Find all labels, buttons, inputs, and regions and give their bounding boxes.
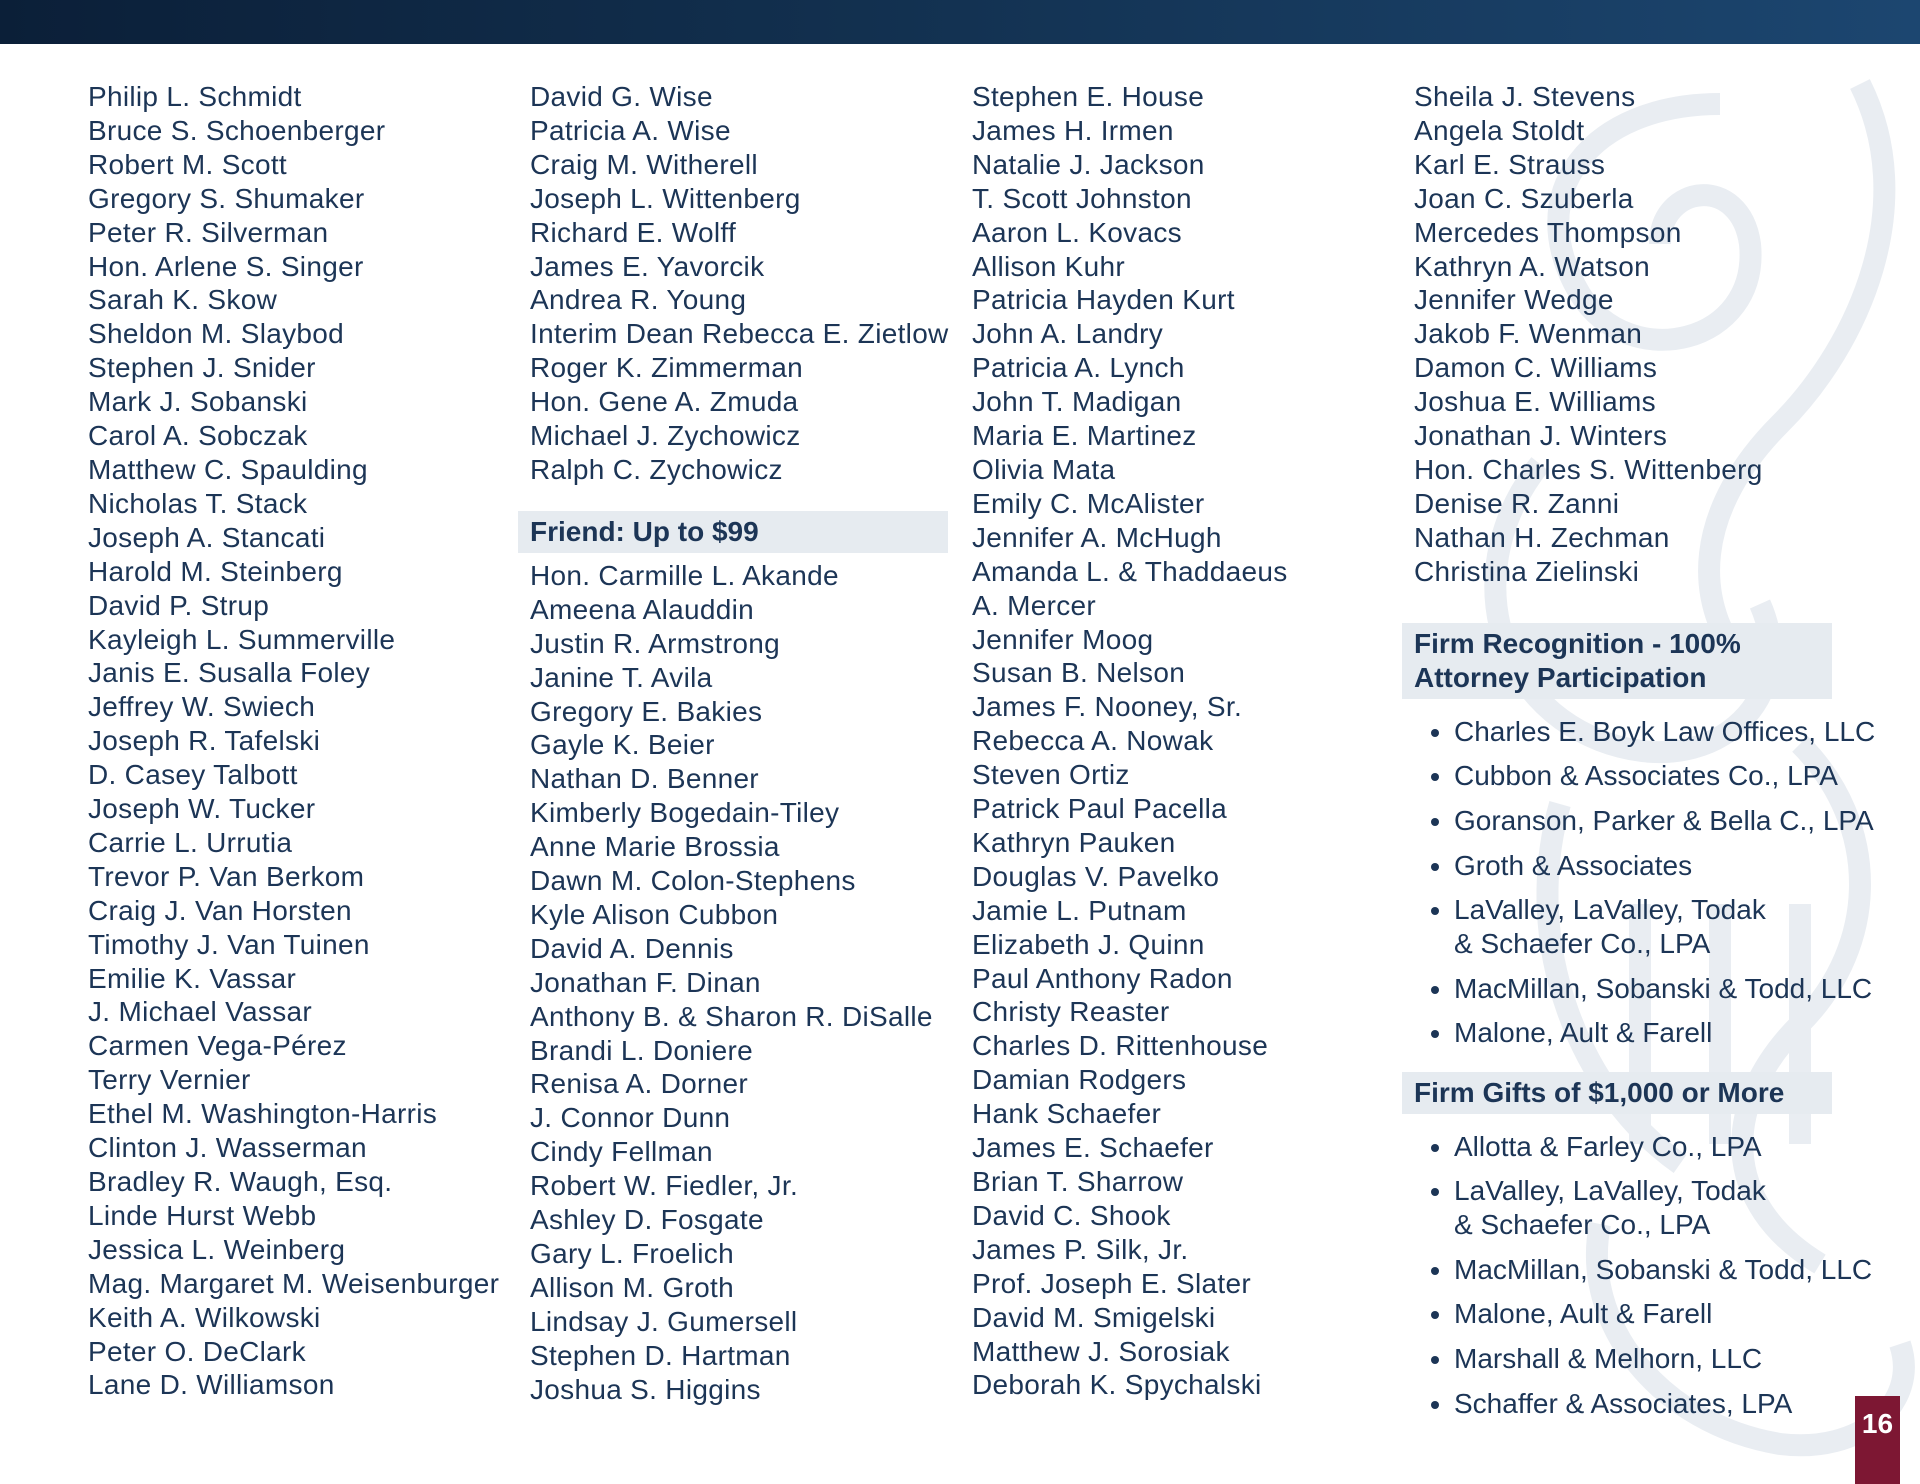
donor-name: Gregory E. Bakies [530, 695, 763, 727]
donor-name: Paul Anthony Radon [972, 962, 1233, 994]
firm-name-line: & Schaefer Co., LPA [1454, 1208, 1711, 1240]
donor-name: Jennifer Wedge [1414, 284, 1614, 316]
donor-name: Jennifer A. McHugh [972, 521, 1222, 553]
donor-name: Sarah K. Skow [88, 284, 278, 316]
donor-name: Terry Vernier [88, 1064, 251, 1096]
firm-name-line: • Goranson, Parker & Bella C., LPA [1454, 804, 1874, 836]
firm-name-line: • Charles E. Boyk Law Offices, LLC [1454, 715, 1876, 747]
firm-name-line: • Malone, Ault & Farell [1454, 1298, 1713, 1330]
donor-name: Maria E. Martinez [972, 420, 1197, 452]
firm-name [1454, 972, 1875, 1006]
donor-name: Gayle K. Beier [530, 729, 715, 761]
donor-name: John T. Madigan [972, 386, 1182, 418]
donor-name: Craig J. Van Horsten [88, 894, 352, 926]
donor-name: Gregory S. Shumaker [88, 182, 365, 214]
donor-name: Justin R. Armstrong [530, 627, 781, 659]
donor-name: Christy Reaster [972, 996, 1170, 1028]
donor-name: Roger K. Zimmerman [530, 352, 804, 384]
donor-name: Janis E. Susalla Foley [88, 657, 371, 689]
donor-name: Cindy Fellman [530, 1136, 713, 1168]
donor-name: David M. Smigelski [972, 1301, 1216, 1333]
donor-name: Rebecca A. Nowak [972, 725, 1214, 757]
donor-name: Carmen Vega-Pérez [88, 1030, 347, 1062]
donor-column-4 [1414, 80, 1875, 1436]
donor-name-list [972, 80, 1288, 1402]
donor-name: Lane D. Williamson [88, 1369, 335, 1401]
firm-gifts-list [1414, 1130, 1875, 1420]
firm-name [1454, 1174, 1875, 1241]
donor-name: Matthew J. Sorosiak [972, 1335, 1230, 1367]
donor-name: Nathan H. Zechman [1414, 521, 1670, 553]
firm-name [1454, 759, 1875, 793]
donor-name: Ashley D. Fosgate [530, 1204, 764, 1236]
firm-gifts-header: Firm Gifts of $1,000 or More [1402, 1072, 1832, 1114]
donor-name: Kimberly Bogedain-Tiley [530, 797, 840, 829]
firm-name-line: • MacMillan, Sobanski & Todd, LLC [1454, 1253, 1873, 1285]
donor-name: Carrie L. Urrutia [88, 826, 293, 858]
donor-name: Harold M. Steinberg [88, 555, 343, 587]
donor-name: Nathan D. Benner [530, 763, 759, 795]
donor-name: Joan C. Szuberla [1414, 182, 1634, 214]
firm-name [1454, 1297, 1875, 1331]
donor-name: Linde Hurst Webb [88, 1199, 317, 1231]
donor-name: Peter O. DeClark [88, 1335, 306, 1367]
donor-name: Hon. Gene A. Zmuda [530, 386, 799, 418]
firm-name [1454, 893, 1875, 960]
donor-name: Mark J. Sobanski [88, 386, 308, 418]
donor-name: David C. Shook [972, 1199, 1171, 1231]
donor-name: Brian T. Sharrow [972, 1166, 1184, 1197]
donor-name: Mag. Margaret M. Weisenburger [88, 1267, 500, 1299]
firm-name-line: • Schaffer & Associates, LPA [1454, 1387, 1793, 1419]
donor-name: Amanda L. & Thaddaeus [972, 555, 1288, 587]
donor-name: Nicholas T. Stack [88, 487, 308, 519]
donor-name-list [88, 80, 499, 1402]
firm-name-line: • Malone, Ault & Farell [1454, 1017, 1713, 1049]
donor-name: J. Michael Vassar [88, 996, 312, 1028]
donor-name: Joshua E. Williams [1414, 386, 1656, 418]
donor-name: Allison Kuhr [972, 250, 1126, 282]
donor-name: Ralph C. Zychowicz [530, 453, 783, 485]
firm-name [1454, 1342, 1875, 1376]
donor-name: Clinton J. Wasserman [88, 1132, 367, 1164]
donor-name: Jeffrey W. Swiech [88, 691, 316, 723]
donor-name: Andrea R. Young [530, 284, 747, 316]
firm-name-line: • MacMillan, Sobanski & Todd, LLC [1454, 972, 1873, 1004]
donor-name: A. Mercer [972, 589, 1097, 621]
firm-recognition-list [1414, 715, 1875, 1050]
donor-name: Ameena Alauddin [530, 593, 755, 625]
donor-name: Christina Zielinski [1414, 555, 1640, 587]
donor-name: Hon. Carmille L. Akande [530, 559, 839, 591]
donor-name: Patrick Paul Pacella [972, 793, 1228, 825]
donor-name: Stephen D. Hartman [530, 1339, 791, 1371]
donor-name: Lindsay J. Gumersell [530, 1305, 798, 1337]
firm-name-line: • LaValley, LaValley, Todak [1454, 894, 1766, 926]
donor-name: James E. Yavorcik [530, 250, 765, 282]
donor-name: Susan B. Nelson [972, 657, 1186, 689]
donor-name: J. Connor Dunn [530, 1102, 731, 1134]
donor-name: Jonathan J. Winters [1414, 420, 1668, 452]
donor-name: Mercedes Thompson [1414, 216, 1682, 248]
donor-name: James F. Nooney, Sr. [972, 691, 1243, 723]
donor-name: James H. Irmen [972, 114, 1174, 146]
donor-name: Deborah K. Spychalski [972, 1369, 1262, 1401]
donor-name: Anthony B. & Sharon R. DiSalle [530, 1000, 933, 1032]
donor-name: Philip L. Schmidt [88, 81, 302, 112]
donor-name: Brandi L. Doniere [530, 1034, 754, 1066]
donor-name: Patricia A. Wise [530, 114, 731, 146]
page-number: 16 [1855, 1396, 1900, 1484]
donor-name: Michael J. Zychowicz [530, 420, 801, 452]
donor-name: Emily C. McAlister [972, 487, 1205, 519]
donor-name: Dawn M. Colon-Stephens [530, 865, 856, 897]
donor-name: Interim Dean Rebecca E. Zietlow [530, 318, 949, 350]
donor-name: Patricia A. Lynch [972, 352, 1185, 384]
donor-name: Douglas V. Pavelko [972, 860, 1220, 892]
donor-name: Joseph R. Tafelski [88, 725, 321, 757]
donor-name: Hank Schaefer [972, 1098, 1162, 1130]
donor-name: Joseph W. Tucker [88, 793, 316, 825]
donor-name: Charles D. Rittenhouse [972, 1030, 1269, 1062]
firm-name [1454, 1253, 1875, 1287]
donor-name: Jessica L. Weinberg [88, 1233, 346, 1265]
firm-recognition-header [1402, 623, 1832, 699]
donor-name: Allison M. Groth [530, 1271, 734, 1303]
donor-column-3 [972, 80, 1288, 1402]
donor-name: David A. Dennis [530, 932, 734, 964]
donor-name: D. Casey Talbott [88, 759, 298, 791]
firm-name-line: & Schaefer Co., LPA [1454, 927, 1711, 959]
firm-name [1454, 715, 1875, 749]
firm-recognition-title-line1: Firm Recognition - 100% [1414, 627, 1741, 659]
donor-name-list [530, 80, 949, 487]
top-banner [0, 0, 1920, 44]
donor-column-2 [530, 80, 949, 1407]
donor-name: Renisa A. Dorner [530, 1068, 749, 1100]
donor-name: Prof. Joseph E. Slater [972, 1267, 1251, 1299]
donor-name-list [1414, 80, 1875, 589]
donor-name: Robert W. Fiedler, Jr. [530, 1170, 799, 1202]
donor-name: Stephen J. Snider [88, 352, 316, 384]
donor-name: Jennifer Moog [972, 623, 1154, 655]
donor-name: Karl E. Strauss [1414, 148, 1606, 180]
firm-name-line: • LaValley, LaValley, Todak [1454, 1175, 1766, 1207]
donor-name: Hon. Arlene S. Singer [88, 250, 364, 282]
donor-name: Emilie K. Vassar [88, 962, 297, 994]
donor-name: Anne Marie Brossia [530, 831, 780, 863]
donor-name: Hon. Charles S. Wittenberg [1414, 453, 1763, 485]
donor-name: Bruce S. Schoenberger [88, 114, 386, 146]
donor-name: Natalie J. Jackson [972, 148, 1205, 180]
friend-name-list [530, 559, 949, 1407]
donor-name: James E. Schaefer [972, 1132, 1214, 1164]
firm-name-line: • Allotta & Farley Co., LPA [1454, 1130, 1762, 1162]
donor-name: Gary L. Froelich [530, 1238, 734, 1269]
donor-name: John A. Landry [972, 318, 1163, 350]
donor-name: Keith A. Wilkowski [88, 1301, 321, 1333]
donor-name: James P. Silk, Jr. [972, 1233, 1189, 1265]
donor-name: Carol A. Sobczak [88, 420, 308, 452]
firm-name-line: • Groth & Associates [1454, 849, 1693, 881]
donor-name: Joseph L. Wittenberg [530, 182, 801, 214]
donor-name: Kathryn Pauken [972, 826, 1176, 858]
donor-name: Robert M. Scott [88, 148, 288, 180]
donor-name: Trevor P. Van Berkom [88, 860, 365, 892]
donor-name: Janine T. Avila [530, 661, 713, 693]
donor-name: Matthew C. Spaulding [88, 453, 368, 485]
donor-name: David P. Strup [88, 589, 270, 621]
donor-name: Kyle Alison Cubbon [530, 898, 779, 930]
donor-name: Patricia Hayden Kurt [972, 284, 1235, 316]
donor-name: Timothy J. Van Tuinen [88, 928, 370, 960]
donor-name: Olivia Mata [972, 453, 1116, 485]
donor-name: Joshua S. Higgins [530, 1373, 761, 1405]
firm-name [1454, 1387, 1875, 1421]
donor-name: Joseph A. Stancati [88, 521, 326, 553]
donor-name: Damian Rodgers [972, 1064, 1187, 1096]
donor-name: Jamie L. Putnam [972, 894, 1187, 926]
donor-name: Ethel M. Washington-Harris [88, 1098, 438, 1130]
friend-section-header: Friend: Up to $99 [518, 511, 948, 553]
donor-name: Jakob F. Wenman [1414, 318, 1643, 350]
donor-name: Aaron L. Kovacs [972, 216, 1182, 248]
donor-name: Stephen E. House [972, 81, 1205, 112]
donor-name: Elizabeth J. Quinn [972, 928, 1205, 960]
donor-name: Bradley R. Waugh, Esq. [88, 1166, 393, 1197]
donor-name: T. Scott Johnston [972, 182, 1192, 214]
firm-name-line: • Cubbon & Associates Co., LPA [1454, 760, 1838, 792]
firm-name [1454, 1130, 1875, 1164]
donor-name: Kayleigh L. Summerville [88, 623, 396, 655]
donor-name: Craig M. Witherell [530, 148, 758, 180]
donor-name: Jonathan F. Dinan [530, 966, 761, 998]
firm-recognition-title-line2: Attorney Participation [1414, 661, 1707, 693]
donor-name: Denise R. Zanni [1414, 487, 1620, 519]
donor-name: Damon C. Williams [1414, 352, 1658, 384]
donor-name: Peter R. Silverman [88, 216, 329, 248]
donor-name: Richard E. Wolff [530, 216, 737, 248]
donor-name: Steven Ortiz [972, 759, 1130, 791]
donor-name: Angela Stoldt [1414, 114, 1585, 146]
donor-name: Sheila J. Stevens [1414, 81, 1636, 112]
firm-name [1454, 1016, 1875, 1050]
donor-name: Kathryn A. Watson [1414, 250, 1650, 282]
donor-name: David G. Wise [530, 81, 713, 112]
firm-name-line: • Marshall & Melhorn, LLC [1454, 1342, 1763, 1374]
donor-column-1 [88, 80, 499, 1402]
firm-name [1454, 849, 1875, 883]
donor-name: Sheldon M. Slaybod [88, 318, 345, 350]
firm-name [1454, 804, 1875, 838]
